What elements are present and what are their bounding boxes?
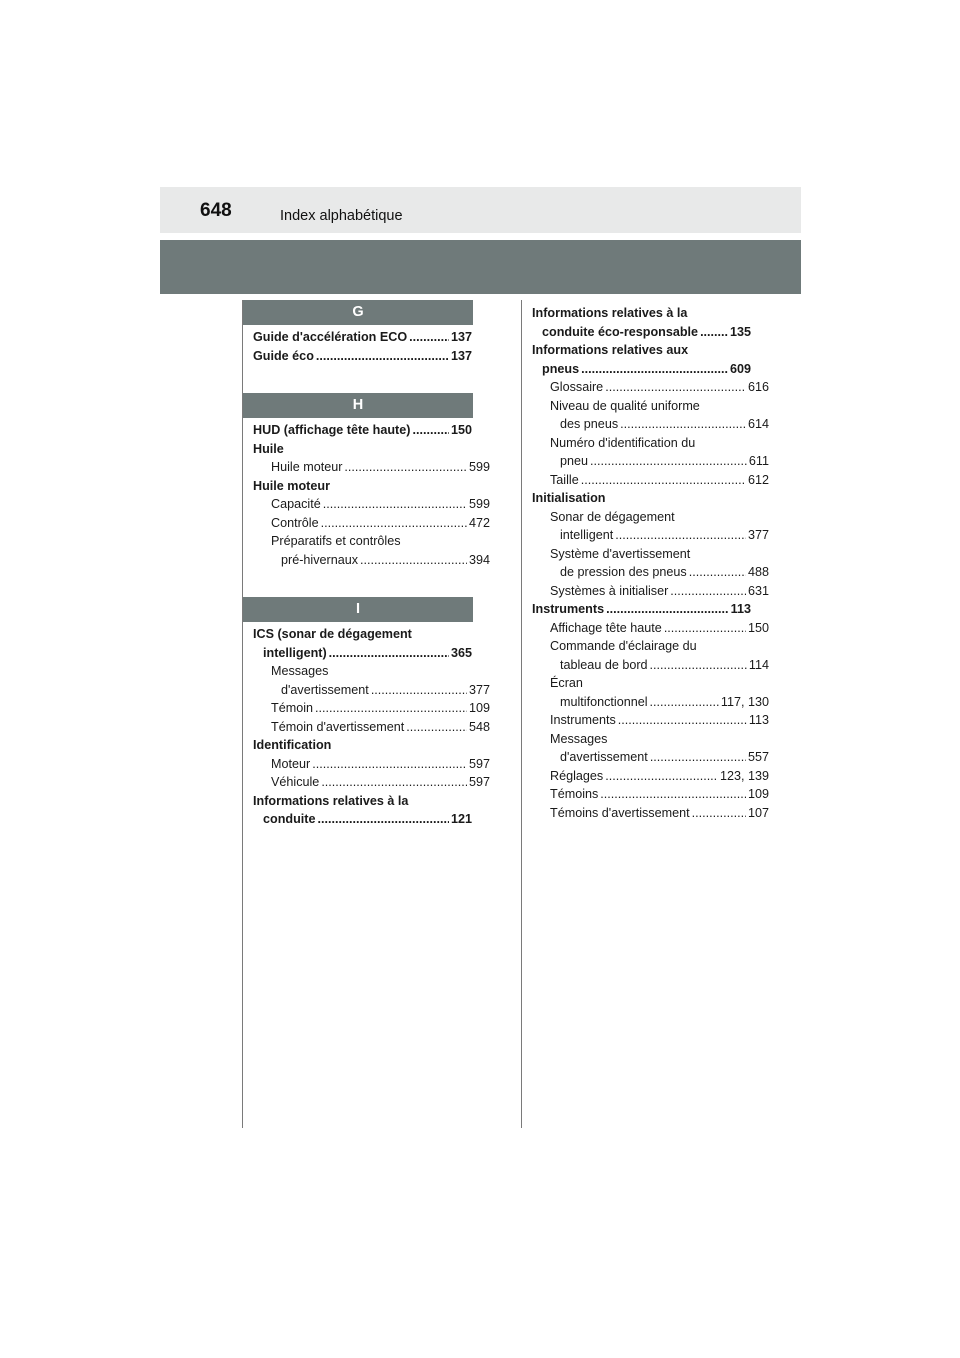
- index-term: conduite éco-responsable: [542, 324, 699, 339]
- index-term: Informations relatives à la: [253, 793, 409, 808]
- page-reference[interactable]: 117, 130: [720, 694, 769, 709]
- page-reference[interactable]: 109: [747, 787, 769, 801]
- header-band: [160, 240, 801, 294]
- page-reference[interactable]: 135: [729, 324, 751, 339]
- index-term: d'avertissement: [560, 750, 648, 764]
- index-subentry: [532, 545, 769, 582]
- page-reference[interactable]: 377: [468, 682, 490, 697]
- leader-dots: [689, 563, 746, 582]
- index-line: [253, 347, 472, 366]
- index-line: [271, 458, 490, 477]
- leader-dots: [581, 360, 728, 379]
- index-subentry: [532, 711, 769, 730]
- index-line: [550, 711, 769, 730]
- index-subentry: [253, 718, 490, 737]
- index-entry: [253, 328, 472, 347]
- index-entry: [253, 347, 472, 366]
- leader-dots: [620, 415, 746, 434]
- index-section: [243, 393, 490, 569]
- index-line: [550, 378, 769, 397]
- index-subentry: [532, 378, 769, 397]
- index-term: Témoins: [550, 787, 599, 801]
- leader-dots: [692, 804, 746, 823]
- leader-dots: [360, 551, 467, 570]
- leader-dots: [371, 681, 467, 700]
- index-entries-right: [522, 304, 769, 822]
- index-entry: [532, 489, 751, 508]
- section-letter: H: [243, 393, 473, 418]
- index-section: [243, 300, 473, 365]
- index-line: [253, 440, 472, 459]
- index-term: Moteur: [271, 756, 311, 771]
- leader-dots: [344, 458, 467, 477]
- index-term: Système d'avertissement: [550, 546, 691, 561]
- header-bar: [160, 187, 801, 233]
- index-term: Témoin: [271, 701, 313, 715]
- index-line: [550, 397, 769, 416]
- index-term: Capacité: [271, 497, 321, 511]
- page-reference[interactable]: 394: [468, 552, 490, 567]
- page-reference[interactable]: 150: [747, 620, 769, 635]
- index-line: [253, 644, 472, 663]
- leader-dots: [650, 693, 719, 712]
- index-subentry: [532, 767, 769, 786]
- page-reference[interactable]: 114: [748, 657, 769, 672]
- index-line: [550, 452, 769, 471]
- index-line: [253, 810, 472, 829]
- index-line: [253, 792, 472, 811]
- page-reference[interactable]: 611: [748, 454, 769, 468]
- index-line: [550, 526, 769, 545]
- index-term: Témoins d'avertissement: [550, 805, 690, 820]
- leader-dots: [618, 711, 747, 730]
- index-term: Identification: [253, 738, 332, 752]
- index-term: pré-hivernaux: [281, 552, 359, 567]
- index-term: Commande d'éclairage du: [550, 639, 697, 653]
- index-entries: [243, 625, 490, 829]
- index-line: [550, 545, 769, 564]
- index-subentry: [253, 458, 490, 477]
- index-term: des pneus: [560, 417, 619, 431]
- index-subentry: [532, 471, 769, 490]
- index-column-left: [242, 300, 490, 1128]
- page-reference[interactable]: 548: [468, 719, 490, 734]
- page-reference[interactable]: 137: [450, 348, 472, 363]
- index-term: Informations relatives aux: [532, 343, 689, 357]
- leader-dots: [700, 323, 728, 342]
- leader-dots: [316, 347, 449, 366]
- leader-dots: [664, 619, 746, 638]
- index-line: [271, 532, 490, 551]
- leader-dots: [409, 328, 449, 347]
- index-line: [532, 341, 751, 360]
- index-term: ICS (sonar de dégagement: [253, 627, 412, 641]
- page-reference[interactable]: 150: [450, 423, 472, 437]
- page-reference[interactable]: 107: [747, 805, 769, 820]
- page-reference[interactable]: 631: [747, 583, 769, 598]
- leader-dots: [605, 767, 718, 786]
- index-line: [271, 514, 490, 533]
- index-line: [550, 674, 769, 693]
- leader-dots: [329, 644, 449, 663]
- index-line: [550, 767, 769, 786]
- leader-dots: [615, 526, 746, 545]
- index-subentry: [532, 508, 769, 545]
- index-subentry: [532, 674, 769, 711]
- index-term: Initialisation: [532, 491, 606, 505]
- index-subentry: [253, 662, 490, 699]
- index-column-right: [521, 300, 769, 1128]
- leader-dots: [323, 495, 467, 514]
- index-line: [550, 563, 769, 582]
- index-line: [550, 785, 769, 804]
- leader-dots: [406, 718, 467, 737]
- index-term: HUD (affichage tête haute): [253, 423, 411, 437]
- index-line: [550, 804, 769, 823]
- index-subentry: [253, 532, 490, 569]
- index-subentry: [253, 773, 490, 792]
- index-term: intelligent): [263, 645, 327, 660]
- index-term: Guide d'accélération ECO: [253, 330, 408, 344]
- page-title: Index alphabétique: [280, 208, 403, 224]
- index-term: intelligent: [560, 528, 614, 542]
- index-line: [253, 421, 472, 440]
- index-line: [253, 328, 472, 347]
- index-line: [550, 656, 769, 675]
- index-subentry: [532, 730, 769, 767]
- page-reference[interactable]: 365: [450, 645, 472, 660]
- page-reference[interactable]: 612: [747, 472, 769, 487]
- index-term: Contrôle: [271, 515, 319, 530]
- index-term: Huile moteur: [253, 478, 330, 493]
- index-term: Informations relatives à la: [532, 306, 688, 320]
- index-line: [253, 477, 472, 496]
- leader-dots: [650, 656, 747, 675]
- index-line: [550, 415, 769, 434]
- page-reference[interactable]: 616: [747, 380, 769, 394]
- index-line: [271, 699, 490, 718]
- index-term: conduite: [263, 812, 316, 826]
- page-reference[interactable]: 113: [730, 602, 751, 616]
- leader-dots: [600, 785, 746, 804]
- leader-dots: [606, 600, 729, 619]
- index-line: [271, 495, 490, 514]
- leader-dots: [650, 748, 746, 767]
- leader-dots: [590, 452, 747, 471]
- leader-dots: [670, 582, 746, 601]
- index-line: [532, 304, 751, 323]
- index-section: [243, 597, 490, 829]
- index-entries: [243, 421, 490, 569]
- page-reference[interactable]: 609: [729, 361, 751, 376]
- leader-dots: [321, 773, 467, 792]
- page-reference[interactable]: 599: [468, 497, 490, 511]
- index-line: [550, 637, 769, 656]
- index-term: d'avertissement: [281, 682, 369, 697]
- index-term: Taille: [550, 472, 579, 487]
- index-line: [253, 625, 472, 644]
- index-line: [271, 773, 490, 792]
- index-line: [550, 730, 769, 749]
- leader-dots: [321, 514, 467, 533]
- index-subentry: [532, 785, 769, 804]
- page-reference[interactable]: 472: [468, 515, 490, 530]
- page-reference[interactable]: 137: [450, 330, 472, 344]
- index-term: multifonctionnel: [560, 694, 648, 709]
- index-line: [550, 693, 769, 712]
- index-entry: [532, 600, 751, 619]
- index-line: [550, 582, 769, 601]
- page-reference[interactable]: 121: [450, 812, 472, 826]
- index-entry: [253, 421, 472, 440]
- index-term: Témoin d'avertissement: [271, 719, 405, 734]
- index-line: [532, 323, 751, 342]
- index-subentry: [253, 755, 490, 774]
- index-subentry: [532, 637, 769, 674]
- index-term: Numéro d'identification du: [550, 435, 696, 450]
- section-letter: I: [243, 597, 473, 622]
- index-subentry: [532, 804, 769, 823]
- page-reference[interactable]: 488: [747, 565, 769, 579]
- index-subentry: [532, 619, 769, 638]
- index-line: [550, 748, 769, 767]
- index-term: de pression des pneus: [560, 565, 687, 579]
- index-line: [271, 551, 490, 570]
- page-number: 648: [200, 200, 232, 221]
- index-term: Sonar de dégagement: [550, 509, 675, 524]
- index-term: Systèmes à initialiser: [550, 583, 669, 598]
- index-entry: [253, 477, 472, 496]
- index-line: [271, 662, 490, 681]
- index-line: [271, 718, 490, 737]
- index-line: [550, 508, 769, 527]
- page-reference[interactable]: 597: [468, 756, 490, 771]
- index-term: pneus: [542, 361, 580, 376]
- section-letter: G: [243, 300, 473, 325]
- index-term: Huile moteur: [271, 460, 343, 474]
- index-line: [253, 736, 472, 755]
- page-reference[interactable]: 614: [747, 417, 769, 431]
- index-term: Messages: [550, 731, 608, 746]
- index-subentry: [253, 699, 490, 718]
- index-subentry: [532, 582, 769, 601]
- index-term: Véhicule: [271, 775, 320, 789]
- index-entry: [253, 736, 472, 755]
- index-term: Huile: [253, 441, 284, 456]
- page-reference[interactable]: 599: [468, 460, 490, 474]
- page-reference[interactable]: 377: [747, 528, 769, 542]
- index-line: [532, 489, 751, 508]
- leader-dots: [581, 471, 746, 490]
- index-term: Niveau de qualité uniforme: [550, 398, 700, 413]
- leader-dots: [317, 810, 449, 829]
- index-term: Glossaire: [550, 380, 604, 394]
- page-reference[interactable]: 557: [747, 750, 769, 764]
- page-reference[interactable]: 597: [468, 775, 490, 789]
- index-entry: [253, 440, 472, 459]
- index-term: Réglages: [550, 768, 604, 783]
- page-reference[interactable]: 123, 139: [719, 768, 769, 783]
- page-reference[interactable]: 113: [748, 713, 769, 727]
- index-line: [550, 471, 769, 490]
- index-entry: [532, 341, 751, 378]
- index-subentry: [532, 434, 769, 471]
- index-entry: [253, 792, 472, 829]
- index-line: [271, 681, 490, 700]
- leader-dots: [412, 421, 449, 440]
- index-entry: [532, 304, 751, 341]
- index-subentry: [253, 514, 490, 533]
- index-term: Préparatifs et contrôles: [271, 534, 401, 548]
- index-term: Instruments: [550, 713, 616, 727]
- page-reference[interactable]: 109: [468, 701, 490, 715]
- leader-dots: [315, 699, 467, 718]
- index-subentry: [532, 397, 769, 434]
- index-line: [532, 360, 751, 379]
- index-entry: [253, 625, 472, 662]
- index-term: Instruments: [532, 602, 605, 616]
- index-line: [271, 755, 490, 774]
- index-line: [532, 600, 751, 619]
- index-term: Écran: [550, 676, 583, 690]
- index-term: pneu: [560, 454, 589, 468]
- index-line: [550, 619, 769, 638]
- index-subentry: [253, 495, 490, 514]
- leader-dots: [605, 378, 746, 397]
- index-term: Affichage tête haute: [550, 620, 662, 635]
- index-line: [550, 434, 769, 453]
- index-term: Messages: [271, 664, 329, 678]
- index-term: Guide éco: [253, 348, 314, 363]
- index-entries: [243, 328, 473, 365]
- index-term: tableau de bord: [560, 657, 648, 672]
- leader-dots: [312, 755, 467, 774]
